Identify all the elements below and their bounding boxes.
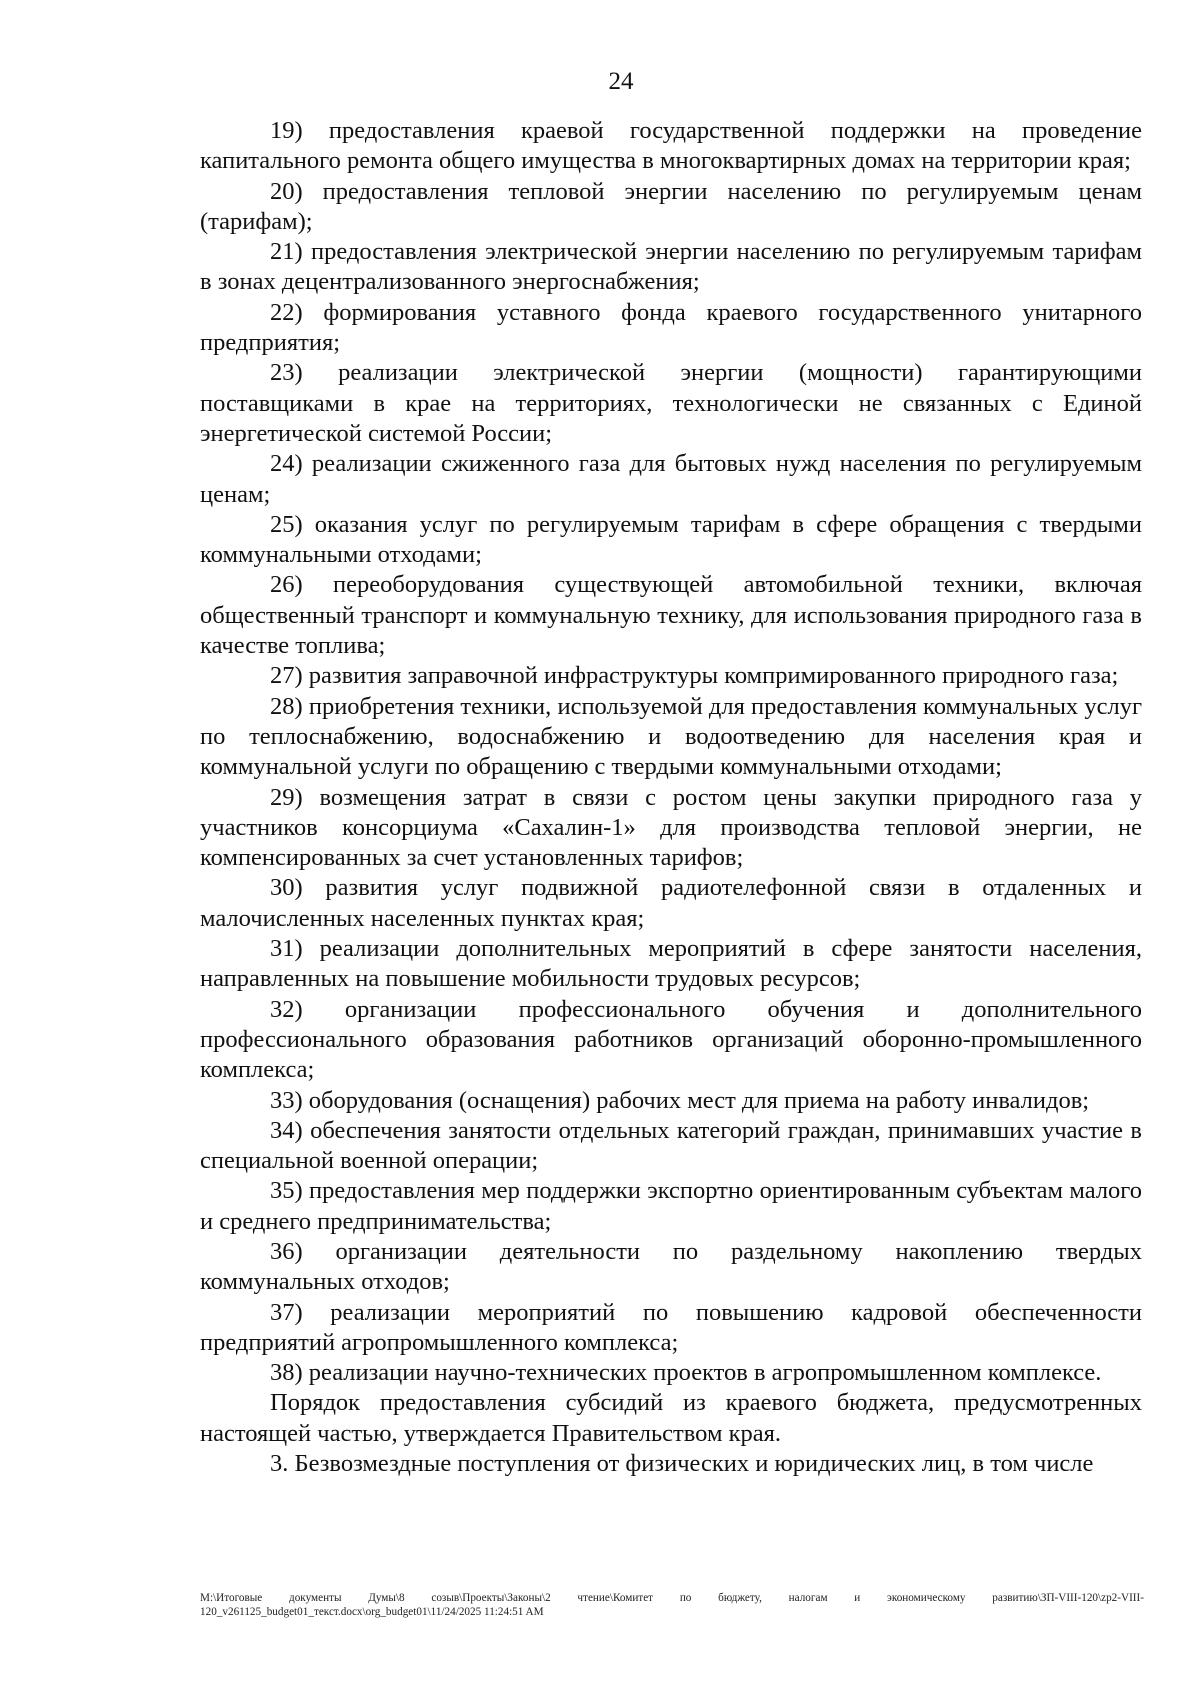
list-item-35: 35) предоставления мер поддержки экспортно ориентированным субъектам малого и среднего предпринимательства; <box>200 1177 1142 1235</box>
list-item-31: 31) реализации дополнительных мероприятий в сфере занятости населения, направленных на повышение мобильности трудовых ресурсов; <box>200 935 1142 993</box>
list-item-34: 34) обеспечения занятости отдельных категорий граждан, принимавших участие в специальной военной операции; <box>200 1116 1142 1175</box>
list-item-32: 32) организации профессионального обучения и дополнительного профессионального образования работников организаций оборонно-промышленного комплекса; <box>200 995 1142 1084</box>
page-number: 24 <box>608 68 634 95</box>
list-item-20: 20) предоставления тепловой энергии населению по регулируемым ценам (тарифам); <box>200 177 1142 235</box>
list-item-22: 22) формирования уставного фонда краевого государственного унитарного предприятия; <box>200 298 1142 357</box>
list-item-29: 29) возмещения затрат в связи с ростом цены закупки природного газа у участников консорциума «Сахалин-1» для производства тепловой энергии, не компенсированных за счет установленных тарифов; <box>200 783 1142 872</box>
list-item-26: 26) переоборудования существующей автомобильной техники, включая общественный транспорт и коммунальную технику, для использования природного газа в качестве топлива; <box>200 571 1142 660</box>
document-body <box>200 116 1142 1479</box>
list-item-25: 25) оказания услуг по регулируемым тарифам в сфере обращения с твердыми коммунальными отходами; <box>200 510 1142 569</box>
list-item-19: 19) предоставления краевой государственной поддержки на проведение капитального ремонта общего имущества в многоквартирных домах на территории края; <box>200 117 1142 175</box>
list-item-38: 38) реализации научно-технических проектов в агропромышленном комплексе. <box>270 1359 1102 1387</box>
list-item-37: 37) реализации мероприятий по повышению кадровой обеспеченности предприятий агропромышленного комплекса; <box>200 1298 1142 1356</box>
list-item-23: 23) реализации электрической энергии (мощности) гарантирующими поставщиками в крае на территориях, технологически не связанных с Единой энергетической системой России; <box>200 359 1142 447</box>
list-item-30: 30) развития услуг подвижной радиотелефонной связи в отдаленных и малочисленных населенных пунктах края; <box>200 874 1142 932</box>
closing-paragraph: Порядок предоставления субсидий из краевого бюджета, предусмотренных настоящей частью, утверждается Правительством края. <box>200 1389 1142 1447</box>
footer-file-path: М:\Итоговые документы Думы\8 созыв\Проекты\Законы\2 чтение\Комитет по бюджету, налогам и экономическому развитию\ЗП-VIII-120\zp2-VIII-120_v261125_budget01_текст.docx\org_budget01\11/24/2025 11:24:51 AM <box>200 1592 1144 1618</box>
list-item-36: 36) организации деятельности по раздельному накоплению твердых коммунальных отходов; <box>200 1237 1142 1296</box>
list-item-28: 28) приобретения техники, используемой для предоставления коммунальных услуг по теплоснабжению, водоснабжению и водоотведению для населения края и коммунальной услуги по обращению с твердыми коммунальными отходами; <box>200 692 1142 781</box>
list-item-27: 27) развития заправочной инфраструктуры компримированного природного газа; <box>270 662 1119 690</box>
list-item-21: 21) предоставления электрической энергии населению по регулируемым тарифам в зонах децентрализованного энергоснабжения; <box>200 238 1142 296</box>
next-section-start: 3. Безвозмездные поступления от физических и юридических лиц, в том числе <box>270 1450 1094 1478</box>
list-item-24: 24) реализации сжиженного газа для бытовых нужд населения по регулируемым ценам; <box>200 450 1142 508</box>
list-item-33: 33) оборудования (оснащения) рабочих мест для приема на работу инвалидов; <box>270 1086 1090 1114</box>
